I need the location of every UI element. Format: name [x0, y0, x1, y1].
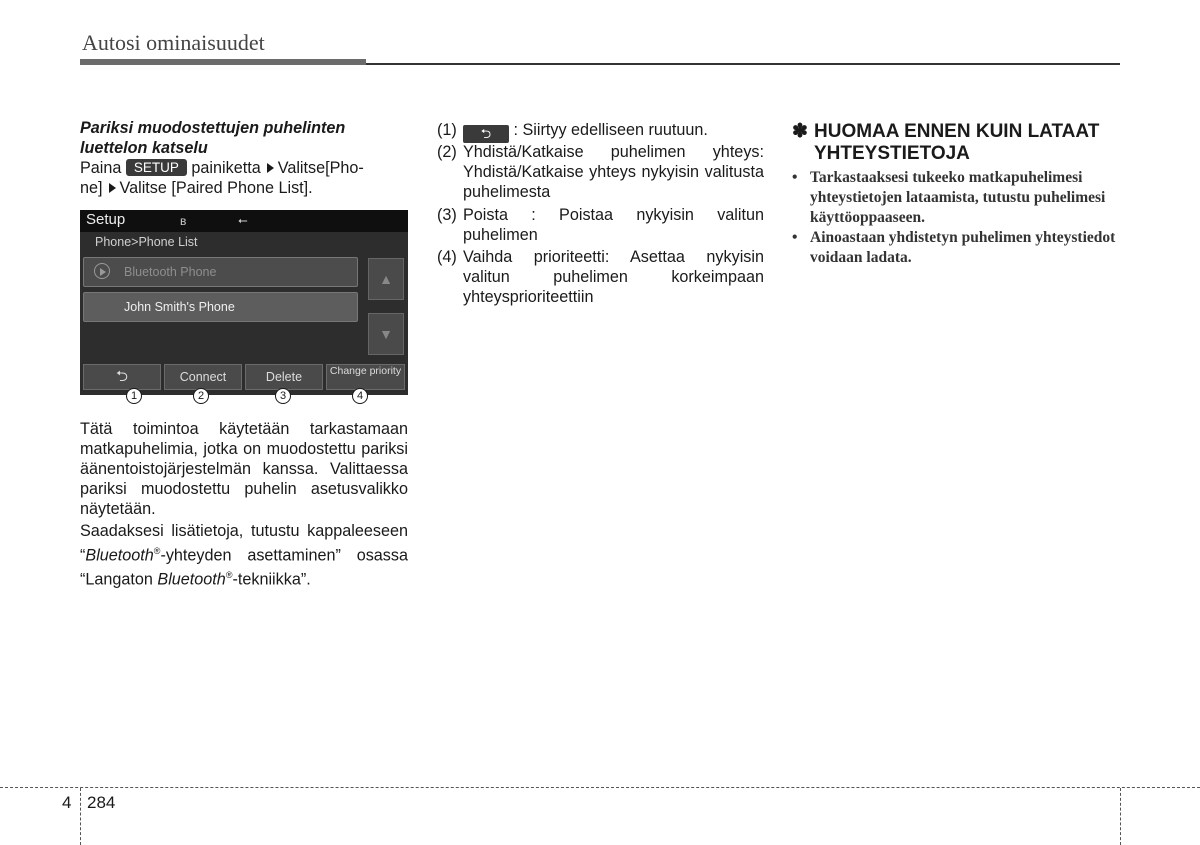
list-item-1	[437, 120, 764, 143]
header-rule-thick	[80, 59, 366, 65]
list-text: : Siirtyy edelliseen ruutuun.	[513, 121, 708, 139]
list-item-label: John Smith's Phone	[124, 300, 235, 314]
page-header-title: Autosi ominaisuudet	[82, 30, 265, 55]
section-block	[80, 118, 408, 198]
p2-bluetooth: Bluetooth	[85, 546, 154, 565]
callout-3: 3	[275, 388, 291, 404]
instruction-part3: ne]	[80, 179, 103, 197]
list-item-label: Bluetooth Phone	[124, 265, 217, 279]
bullet-icon: •	[792, 169, 798, 186]
list-text: Vaihda prioriteetti: Asettaa nykyisin valitun puhelimen korkeimpaan yhteysprioriteettiin	[463, 248, 764, 306]
body-paragraph-1: Tätä toimintoa käytetään tarkastamaan matkapuhelimia, jotka on muodostettu pariksi äänentoistojärjestelmän kanssa. Valittaessa pariksi muodostettu puhelin asetusvalikko näytetään.	[80, 420, 408, 518]
list-item-2	[437, 142, 764, 202]
usb-icon: ⭠	[238, 213, 248, 227]
screen-title: Setup	[86, 211, 126, 228]
note-bullet-1	[792, 168, 1120, 228]
play-icon	[94, 263, 110, 279]
note-asterisk-icon: ✽	[792, 121, 808, 142]
list-num: (2)	[437, 143, 457, 161]
setup-key: SETUP	[126, 159, 187, 176]
list-num: (3)	[437, 206, 457, 224]
footer-divider-right	[1120, 788, 1121, 845]
scroll-up-icon: ▲	[368, 258, 404, 300]
screen-breadcrumb: Phone>Phone List	[95, 235, 198, 249]
p2-text-a: Saadaksesi lisätietoja, tutustu kappaleeseen “	[80, 522, 408, 565]
list-item-phone	[83, 292, 358, 322]
instruction-text	[80, 158, 408, 198]
list-text-wrap	[463, 120, 764, 143]
instruction-part2: Valitse[Pho-	[277, 159, 364, 177]
p2-reg-mark: ®	[153, 546, 161, 556]
note-heading-text: HUOMAA ENNEN KUIN LATAAT YHTEYSTIETOJA	[814, 121, 1100, 164]
callout-4: 4	[352, 388, 368, 404]
callout-2: 2	[193, 388, 209, 404]
instruction-prefix: Paina	[80, 159, 122, 177]
page-number: 284	[87, 793, 116, 812]
list-text: Poista : Poistaa nykyisin valitun puhelimen	[463, 206, 764, 244]
p2-bluetooth-2: Bluetooth	[157, 570, 226, 589]
back-button-image: ⮌	[83, 364, 161, 390]
footer-rule	[0, 787, 1200, 788]
body-paragraph-2	[80, 521, 408, 590]
bullet-text: Ainoastaan yhdistetyn puhelimen yhteystiedot voidaan ladata.	[810, 229, 1116, 266]
p2-text-c: -tekniikka”.	[232, 570, 311, 589]
arrow-right-icon	[109, 183, 116, 193]
p2-reg-mark-2: ®	[225, 570, 233, 581]
list-item-3	[437, 205, 764, 245]
list-item-4	[437, 247, 764, 307]
bullet-text: Tarkastaaksesi tukeeko matkapuhelimesi yhteystietojen lataamista, tutustu puhelimesi käyttöoppaaseen.	[810, 169, 1106, 226]
arrow-right-icon	[267, 163, 274, 173]
callout-1: 1	[126, 388, 142, 404]
instruction-part1: painiketta	[191, 159, 261, 177]
header-rule-thin	[366, 63, 1120, 65]
scroll-down-icon: ▼	[368, 313, 404, 355]
screen-titlebar	[80, 210, 408, 232]
list-text: Yhdistä/Katkaise puhelimen yhteys: Yhdistä/Katkaise yhteys nykyisin valitusta puhelimesta	[463, 143, 764, 201]
bullet-icon: •	[792, 229, 798, 246]
change-priority-button-image: Change priority	[326, 364, 405, 390]
section-number: 4	[62, 793, 72, 812]
footer-divider-left	[80, 788, 81, 845]
section-subheading: Pariksi muodostettujen puhelinten luettelon katselu	[80, 119, 346, 157]
setup-screen-image	[80, 210, 408, 395]
connect-button-image: Connect	[164, 364, 242, 390]
note-bullet-2	[792, 228, 1120, 268]
instruction-part4: Valitse [Paired Phone List].	[119, 179, 313, 197]
back-key-icon: ⮌	[463, 125, 509, 143]
list-item-bluetooth-phone	[83, 257, 358, 287]
bluetooth-icon: ʙ	[180, 214, 187, 228]
delete-button-image: Delete	[245, 364, 323, 390]
note-heading	[792, 121, 1122, 165]
list-num: (4)	[437, 248, 457, 266]
p2-text-b: -yhteyden asettaminen” osassa “Langaton	[80, 546, 408, 589]
list-num: (1)	[437, 121, 457, 139]
